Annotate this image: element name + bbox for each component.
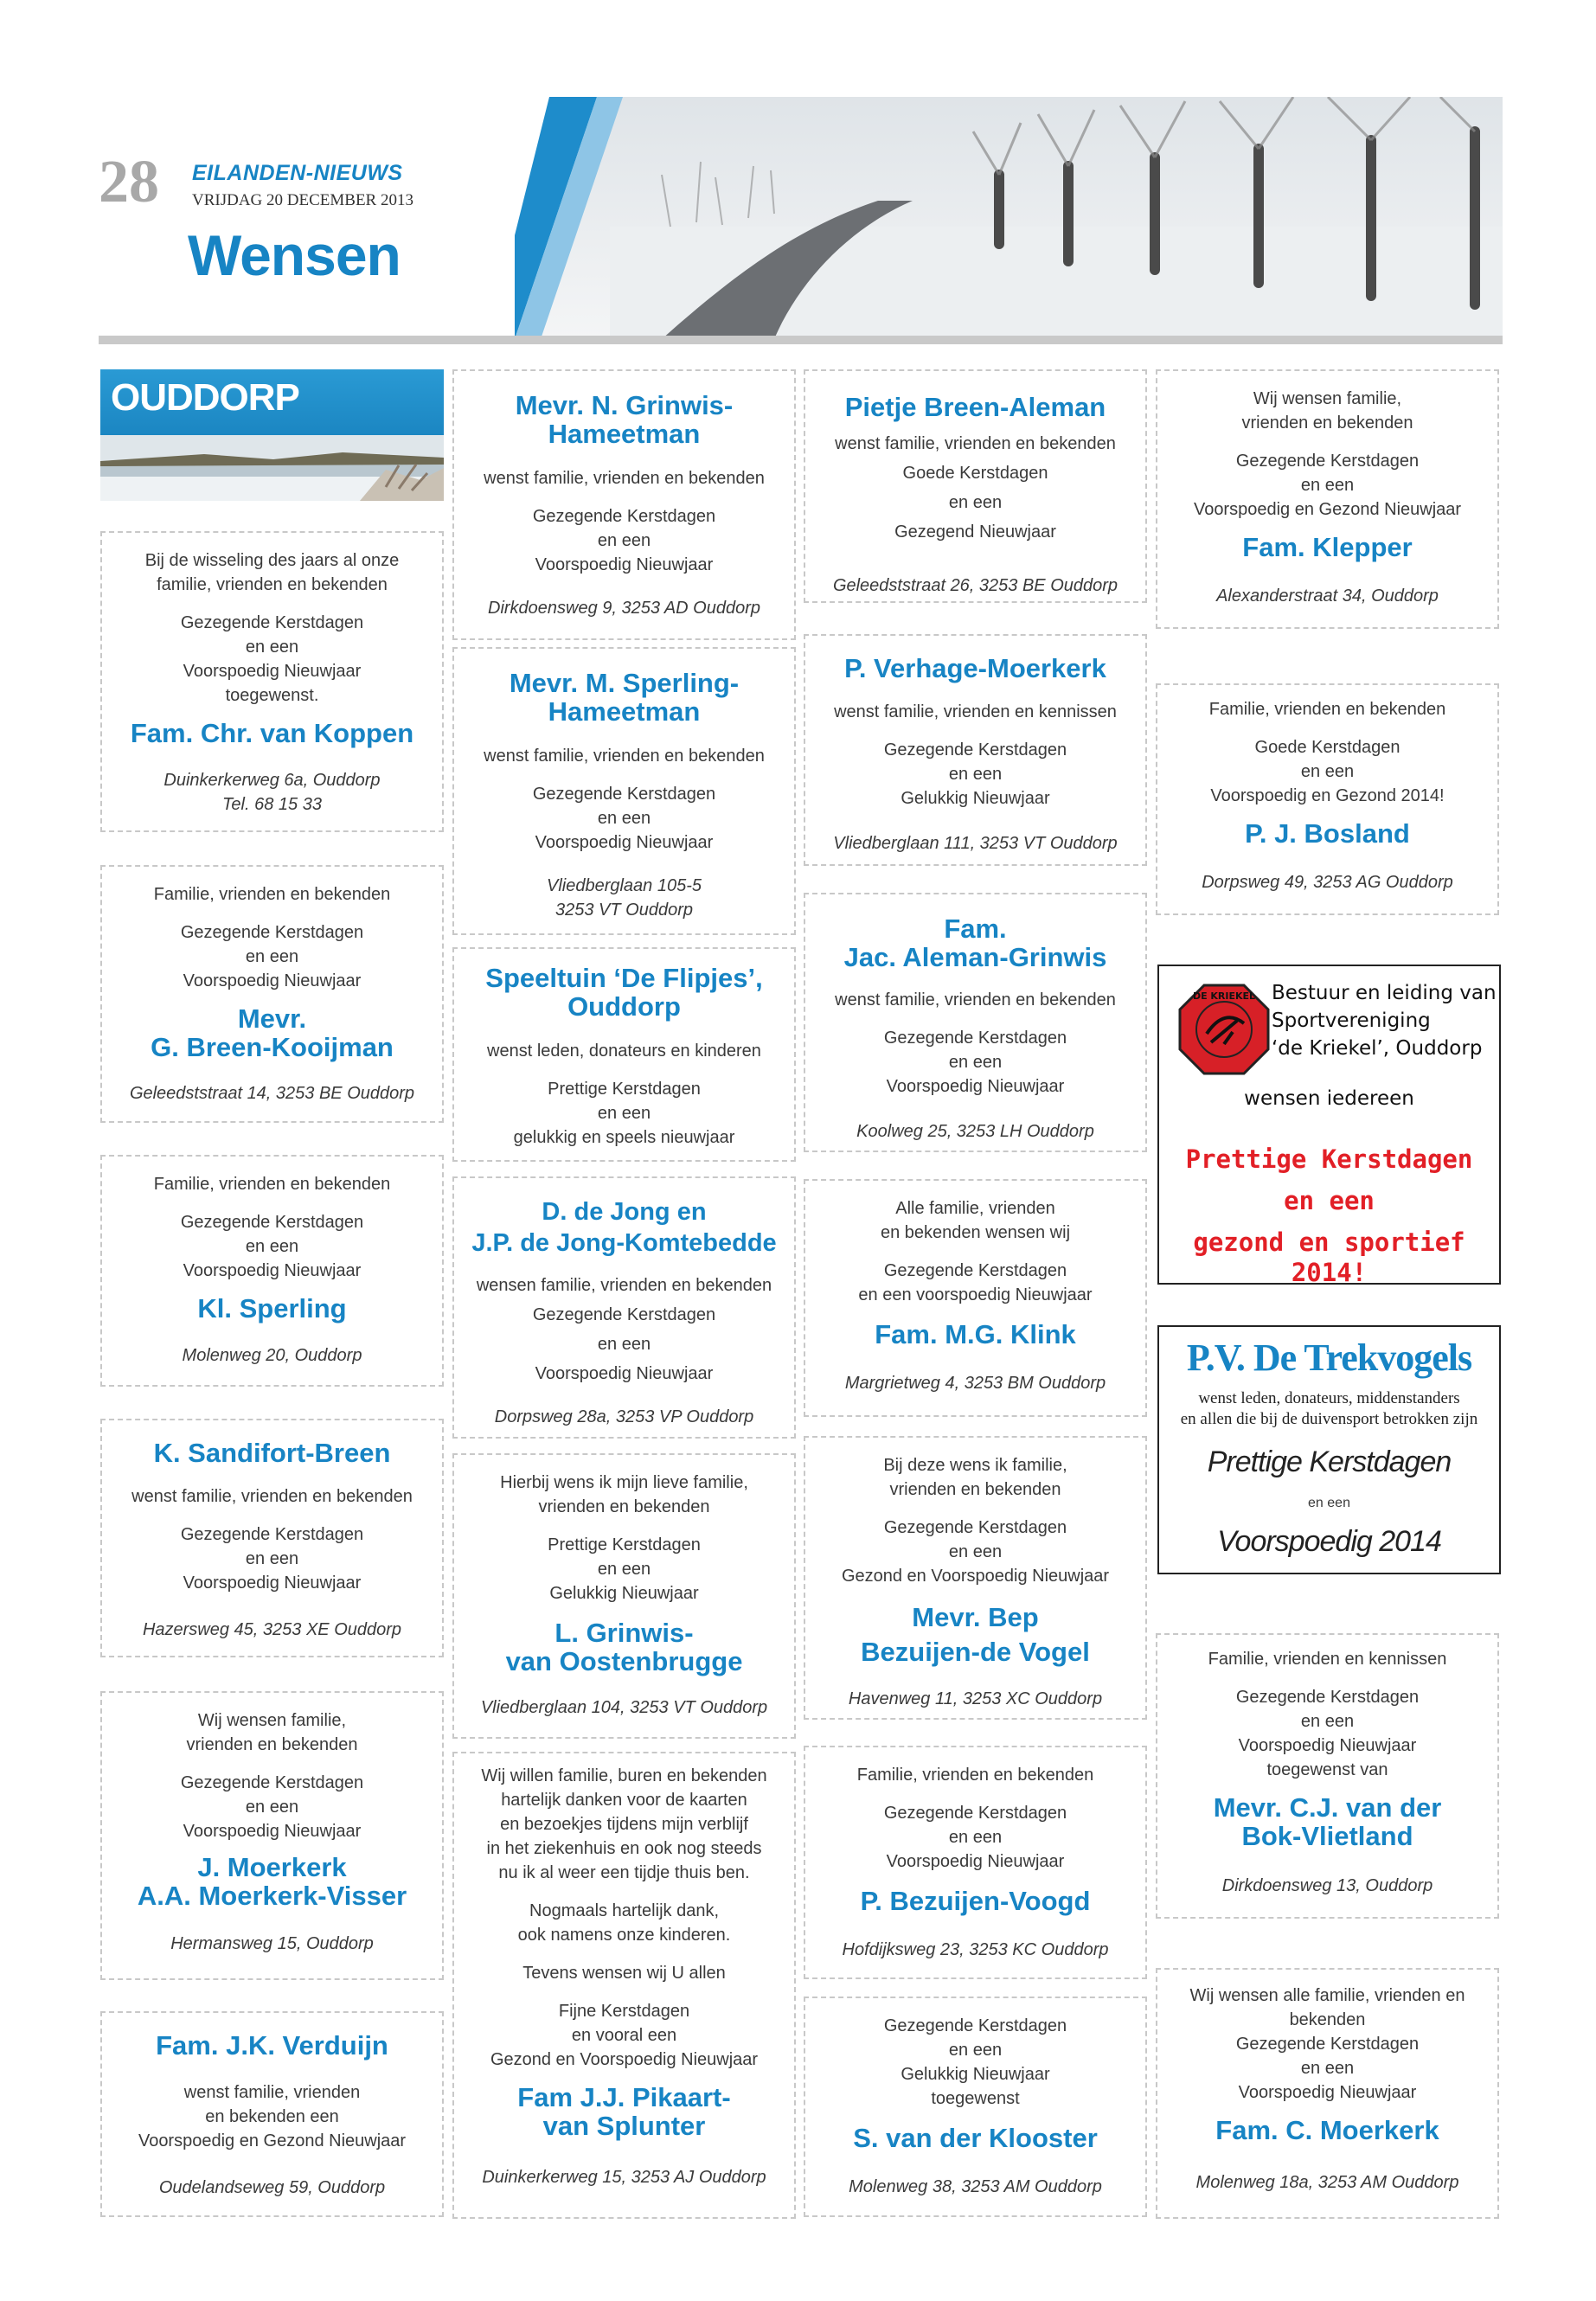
intro-text: Familie, vrienden en kennissen — [1208, 1650, 1447, 1669]
sender-name: Mevr. M. Sperling- — [509, 668, 740, 698]
trekvogels-wish: Voorspoedig 2014 — [1217, 1525, 1441, 1558]
wish-text: Gezegende Kerstdagen — [1235, 452, 1420, 471]
intro-text: en bekenden een — [205, 2107, 339, 2126]
kriekel-wish: Prettige Kerstdagen — [1185, 1144, 1473, 1174]
wish-text: Gezegende Kerstdagen — [180, 923, 364, 942]
wish-text: Voorspoedig en Gezond Nieuwjaar — [1193, 500, 1462, 519]
wish-text: Voorspoedig Nieuwjaar — [535, 1364, 714, 1383]
wish-text: en een — [948, 765, 1003, 784]
wish-text: Gezegende Kerstdagen — [180, 1213, 364, 1232]
wish-text: toegewenst van — [1266, 1760, 1388, 1779]
thanks-text: ook namens onze kinderen. — [517, 1926, 731, 1945]
wish-text: Voorspoedig Nieuwjaar — [183, 662, 362, 681]
sender-address: Hermansweg 15, Ouddorp — [170, 1934, 374, 1953]
intro-text: Voorspoedig en Gezond Nieuwjaar — [138, 2131, 407, 2150]
wish-text: en een — [1300, 762, 1355, 781]
intro-text: Bij deze wens ik familie, — [883, 1456, 1067, 1475]
wish-box-pikaart — [452, 1752, 796, 2219]
wish-text: Voorspoedig Nieuwjaar — [183, 1261, 362, 1280]
wish-text: en een — [948, 2041, 1003, 2060]
wish-text: Gezegend Nieuwjaar — [894, 522, 1056, 542]
sender-address: Hofdijksweg 23, 3253 KC Ouddorp — [842, 1940, 1109, 1959]
wish-text: Gezegende Kerstdagen — [180, 1773, 364, 1792]
wish-box-speeltuin — [452, 947, 796, 1162]
wish-text: Voorspoedig Nieuwjaar — [535, 555, 714, 574]
wish-text: Gezegende Kerstdagen — [180, 1525, 364, 1544]
sender-name: Hameetman — [548, 696, 701, 727]
wish-text: en een — [597, 1560, 651, 1579]
intro-text: Familie, vrienden en bekenden — [1208, 700, 1446, 719]
wish-text: Gezegende Kerstdagen — [883, 1261, 1067, 1280]
sender-name: van Splunter — [542, 2111, 706, 2141]
kriekel-wish: en een — [1284, 1186, 1375, 1215]
wish-text: Gezegende Kerstdagen — [532, 1305, 716, 1324]
kriekel-advert — [1157, 965, 1501, 1285]
wish-box-bezuijen-voogd — [804, 1746, 1147, 1979]
wish-box-aleman-grinwis — [804, 893, 1147, 1152]
wish-text: Gezond en Voorspoedig Nieuwjaar — [490, 2050, 759, 2069]
kriekel-line: wensen iedereen — [1244, 1087, 1414, 1110]
intro-text: wenst familie, vrienden en kennissen — [834, 702, 1117, 721]
thanks-text: Nogmaals hartelijk dank, — [529, 1901, 719, 1920]
wish-text: en een voorspoedig Nieuwjaar — [858, 1285, 1093, 1304]
sender-address: Geleedststraat 26, 3253 BE Ouddorp — [832, 576, 1118, 595]
trekvogels-wish: Prettige Kerstdagen — [1207, 1445, 1452, 1478]
wish-text: Gelukkig Nieuwjaar — [901, 789, 1050, 808]
intro-text: vrienden en bekenden — [889, 1480, 1061, 1499]
intro-text: in het ziekenhuis en ook nog steeds — [486, 1839, 762, 1858]
wish-text: Gezegende Kerstdagen — [532, 507, 716, 526]
intro-text: Bij de wisseling des jaars al onze — [144, 551, 400, 570]
wish-text: gelukkig en speels nieuwjaar — [513, 1128, 735, 1147]
trekvogels-mid: en een — [1308, 1496, 1350, 1510]
sender-name: P. Verhage-Moerkerk — [844, 653, 1106, 683]
trekvogels-sub: wenst leden, donateurs, middenstanders — [1198, 1389, 1460, 1407]
sender-address: Dorpsweg 28a, 3253 VP Ouddorp — [494, 1407, 754, 1426]
wish-text: en een — [245, 1549, 299, 1568]
wish-box-sperling-hameetman — [452, 647, 796, 935]
wish-text: Prettige Kerstdagen — [548, 1080, 701, 1099]
wish-text: en een — [245, 1798, 299, 1817]
kriekel-intro: Bestuur en leiding van — [1272, 982, 1497, 1004]
sender-name: L. Grinwis- — [554, 1618, 694, 1648]
wish-text: Voorspoedig Nieuwjaar — [886, 1077, 1065, 1096]
sender-name: Fam. J.K. Verduijn — [156, 2030, 388, 2061]
intro-text: vrienden en bekenden — [186, 1735, 358, 1754]
wish-text: en een — [948, 1053, 1003, 1072]
sender-address: Oudelandseweg 59, Ouddorp — [158, 2178, 386, 2197]
wish-text: en een — [597, 531, 651, 550]
sender-name: Speeltuin ‘De Flipjes’, — [485, 963, 763, 993]
wish-text: Gezond en Voorspoedig Nieuwjaar — [841, 1567, 1110, 1586]
trekvogels-name: P.V. De Trekvogels — [1186, 1336, 1472, 1379]
sender-address: Dirkdoensweg 13, Ouddorp — [1221, 1876, 1433, 1895]
intro-text: Wij wensen alle familie, vrienden en — [1189, 1986, 1465, 2005]
wish-text: Gelukkig Nieuwjaar — [901, 2065, 1050, 2084]
sender-name: Fam. M.G. Klink — [875, 1319, 1076, 1349]
wish-box-bezuijen-de-vogel — [804, 1436, 1147, 1720]
intro-text: wenst familie, vrienden — [183, 2083, 361, 2102]
wish-text: Voorspoedig Nieuwjaar — [886, 1852, 1065, 1871]
kriekel-logo — [1176, 982, 1272, 1077]
intro-text: hartelijk danken voor de kaarten — [501, 1791, 747, 1810]
sender-address: Dirkdoensweg 9, 3253 AD Ouddorp — [488, 599, 760, 618]
wish-intro-text: Tevens wensen wij U allen — [522, 1964, 726, 1983]
wish-box-breen-aleman — [804, 369, 1147, 603]
kriekel-intro: ‘de Kriekel’, Ouddorp — [1272, 1037, 1483, 1060]
sender-address: Koolweg 25, 3253 LH Ouddorp — [856, 1122, 1094, 1141]
header-rule — [99, 336, 1503, 344]
intro-text: en bekenden wensen wij — [880, 1223, 1071, 1242]
sender-address: Hazersweg 45, 3253 XE Ouddorp — [142, 1620, 402, 1639]
issue-date: VRIJDAG 20 DECEMBER 2013 — [192, 191, 413, 209]
sender-address: Duinkerkerweg 6a, Ouddorp — [163, 771, 381, 790]
sender-phone: Tel. 68 15 33 — [222, 795, 322, 814]
sender-name: Mevr. Bep — [912, 1602, 1039, 1632]
sender-name: Fam J.J. Pikaart- — [517, 2082, 731, 2112]
intro-text: Familie, vrienden en bekenden — [153, 1175, 391, 1194]
wish-text: Gezegende Kerstdagen — [883, 2016, 1067, 2035]
wish-box-de-jong — [452, 1176, 796, 1439]
trekvogels-advert — [1157, 1325, 1501, 1574]
sender-address: Molenweg 18a, 3253 AM Ouddorp — [1195, 2173, 1459, 2192]
sender-name: P. Bezuijen-Voogd — [860, 1886, 1091, 1916]
sender-name: D. de Jong en — [542, 1198, 707, 1226]
intro-text: wenst familie, vrienden en bekenden — [835, 990, 1116, 1009]
wish-box-grinwis-oostenbrugge — [452, 1453, 796, 1739]
intro-text: Wij willen familie, buren en bekenden — [481, 1766, 767, 1785]
sender-name: G. Breen-Kooijman — [151, 1032, 394, 1062]
intro-text: nu ik al weer een tijdje thuis ben. — [498, 1863, 750, 1882]
sender-name: A.A. Moerkerk-Visser — [137, 1881, 407, 1911]
sender-name: Bezuijen-de Vogel — [861, 1637, 1090, 1667]
sender-name: Pietje Breen-Aleman — [844, 392, 1106, 422]
wish-box-sandifort-breen — [100, 1419, 444, 1657]
wish-text: Prettige Kerstdagen — [548, 1535, 701, 1554]
sender-name: Fam. Klepper — [1242, 532, 1413, 562]
trekvogels-sub: en allen die bij de duivensport betrokken zijn — [1180, 1410, 1478, 1428]
intro-text: bekenden — [1289, 2010, 1366, 2029]
intro-text: vrienden en bekenden — [1241, 413, 1413, 433]
newspaper-brand: EILANDEN-NIEUWS — [192, 161, 403, 185]
wish-box-grinwis-hameetman — [452, 369, 796, 640]
sender-address: Vliedberglaan 105-5 — [546, 876, 702, 895]
wish-text: Goede Kerstdagen — [1254, 738, 1401, 757]
sender-address: Vliedberglaan 111, 3253 VT Ouddorp — [833, 834, 1118, 853]
wish-text: Gezegende Kerstdagen — [883, 1029, 1067, 1048]
sender-name: Mevr. C.J. van der — [1213, 1792, 1442, 1823]
wish-text: Gezegende Kerstdagen — [1235, 1688, 1420, 1707]
wish-text: en een — [948, 1828, 1003, 1847]
wish-text: Voorspoedig Nieuwjaar — [183, 1574, 362, 1593]
wish-text: Gezegende Kerstdagen — [180, 613, 364, 632]
sender-name: Mevr. — [237, 1003, 307, 1034]
wish-text: en een — [1300, 2059, 1355, 2078]
sender-name: J. Moerkerk — [197, 1852, 347, 1882]
intro-text: Wij wensen familie, — [197, 1711, 347, 1730]
wish-text: Gelukkig Nieuwjaar — [549, 1584, 699, 1603]
wish-box-van-koppen — [100, 531, 444, 832]
intro-text: familie, vrienden en bekenden — [157, 575, 388, 594]
wish-text: en een — [948, 493, 1003, 512]
wish-box-verduijn — [100, 2011, 444, 2217]
intro-text: Familie, vrienden en bekenden — [856, 1766, 1094, 1785]
wish-box-moerkerk-c — [1156, 1968, 1499, 2219]
winter-road-photo — [515, 97, 1503, 339]
wish-box-moerkerk — [100, 1691, 444, 1980]
intro-text: wenst leden, donateurs en kinderen — [487, 1042, 761, 1061]
sender-name: K. Sandifort-Breen — [153, 1438, 391, 1468]
sender-name: Jac. Aleman-Grinwis — [843, 942, 1107, 972]
sender-name: Kl. Sperling — [197, 1293, 347, 1324]
intro-text: wenst familie, vrienden en bekenden — [835, 434, 1116, 453]
wish-text: Gezegende Kerstdagen — [883, 1804, 1067, 1823]
section-title: Wensen — [188, 223, 401, 287]
wish-text: Voorspoedig Nieuwjaar — [1238, 2083, 1417, 2102]
sender-name: S. van der Klooster — [853, 2123, 1098, 2153]
sender-address: Geleedststraat 14, 3253 BE Ouddorp — [129, 1084, 415, 1103]
sender-name: Fam. C. Moerkerk — [1215, 2115, 1439, 2145]
kriekel-intro: Sportvereniging — [1272, 1009, 1431, 1032]
wish-text: Voorspoedig Nieuwjaar — [183, 1822, 362, 1841]
sender-address: Molenweg 38, 3253 AM Ouddorp — [849, 2177, 1102, 2196]
wish-text: Gezegende Kerstdagen — [883, 1518, 1067, 1537]
wish-text: en vooral een — [571, 2026, 677, 2045]
wish-box-klink — [804, 1179, 1147, 1417]
wish-text: en een — [948, 1542, 1003, 1561]
sender-address: Havenweg 11, 3253 XC Ouddorp — [848, 1689, 1103, 1708]
sender-address: Duinkerkerweg 15, 3253 AJ Ouddorp — [482, 2168, 766, 2187]
intro-text: vrienden en bekenden — [538, 1497, 710, 1516]
intro-text: Familie, vrienden en bekenden — [153, 885, 391, 904]
wish-text: Voorspoedig en Gezond 2014! — [1210, 786, 1445, 805]
wish-text: en een — [245, 1237, 299, 1256]
sender-name: Fam. — [944, 913, 1007, 944]
wish-box-breen-kooijman — [100, 865, 444, 1123]
wish-text: Gezegende Kerstdagen — [532, 785, 716, 804]
wish-text: Gezegende Kerstdagen — [883, 740, 1067, 760]
wish-text: en een — [1300, 476, 1355, 495]
intro-text: Alle familie, vrienden — [895, 1199, 1055, 1218]
wish-text: Fijne Kerstdagen — [558, 2002, 690, 2021]
kriekel-logo-text: DE KRIEKEL — [1192, 990, 1256, 1002]
wish-text: toegewenst. — [225, 686, 319, 705]
wish-text: Voorspoedig Nieuwjaar — [535, 833, 714, 852]
wish-text: en een — [245, 947, 299, 966]
sender-name: Hameetman — [548, 419, 701, 449]
wish-text: en een — [597, 1335, 651, 1354]
ouddorp-winter-photo — [100, 435, 444, 501]
kriekel-wish: gezond en sportief 2014! — [1193, 1227, 1465, 1287]
intro-text: en bezoekjes tijdens mijn verblijf — [500, 1815, 748, 1834]
sender-address: Dorpsweg 49, 3253 AG Ouddorp — [1202, 873, 1453, 892]
sender-name: Bok-Vlietland — [1241, 1821, 1413, 1851]
sender-address: Margrietweg 4, 3253 BM Ouddorp — [844, 1374, 1106, 1393]
sender-name: J.P. de Jong-Komtebedde — [471, 1229, 777, 1257]
wish-text: en een — [597, 1104, 651, 1123]
intro-text: wenst familie, vrienden en bekenden — [131, 1487, 413, 1506]
wish-box-van-der-bok-vlietland — [1156, 1633, 1499, 1919]
sender-address: Molenweg 20, Ouddorp — [182, 1346, 362, 1365]
sender-name: P. J. Bosland — [1245, 818, 1410, 849]
intro-text: wensen familie, vrienden en bekenden — [476, 1276, 772, 1295]
sender-name: Fam. Chr. van Koppen — [130, 718, 414, 748]
sender-name: van Oostenbrugge — [505, 1646, 743, 1676]
wish-box-bosland — [1156, 683, 1499, 915]
intro-text: wenst familie, vrienden en bekenden — [484, 469, 765, 488]
wish-box-klepper — [1156, 369, 1499, 629]
sender-address: Vliedberglaan 104, 3253 VT Ouddorp — [480, 1698, 768, 1717]
wish-text: Gezegende Kerstdagen — [1235, 2035, 1420, 2054]
wish-box-van-der-klooster — [804, 1997, 1147, 2217]
wish-text: toegewenst — [931, 2089, 1020, 2108]
wish-text: en een — [597, 809, 651, 828]
wish-text: Voorspoedig Nieuwjaar — [1238, 1736, 1417, 1755]
page-number: 28 — [99, 149, 159, 215]
ouddorp-title: OUDDORP — [111, 376, 299, 419]
sender-address: 3253 VT Ouddorp — [555, 901, 693, 920]
sender-name: Ouddorp — [567, 991, 681, 1022]
wish-text: Goede Kerstdagen — [902, 464, 1048, 483]
wish-box-verhage-moerkerk — [804, 634, 1147, 866]
intro-text: Wij wensen familie, — [1253, 389, 1402, 408]
intro-text: wenst familie, vrienden en bekenden — [484, 747, 765, 766]
sender-address: Alexanderstraat 34, Ouddorp — [1216, 586, 1439, 606]
wish-text: Voorspoedig Nieuwjaar — [183, 971, 362, 990]
wish-text: en een — [245, 638, 299, 657]
sender-name: Mevr. N. Grinwis- — [515, 390, 734, 420]
wish-box-sperling — [100, 1155, 444, 1387]
intro-text: Hierbij wens ik mijn lieve familie, — [500, 1473, 748, 1492]
wish-text: en een — [1300, 1712, 1355, 1731]
